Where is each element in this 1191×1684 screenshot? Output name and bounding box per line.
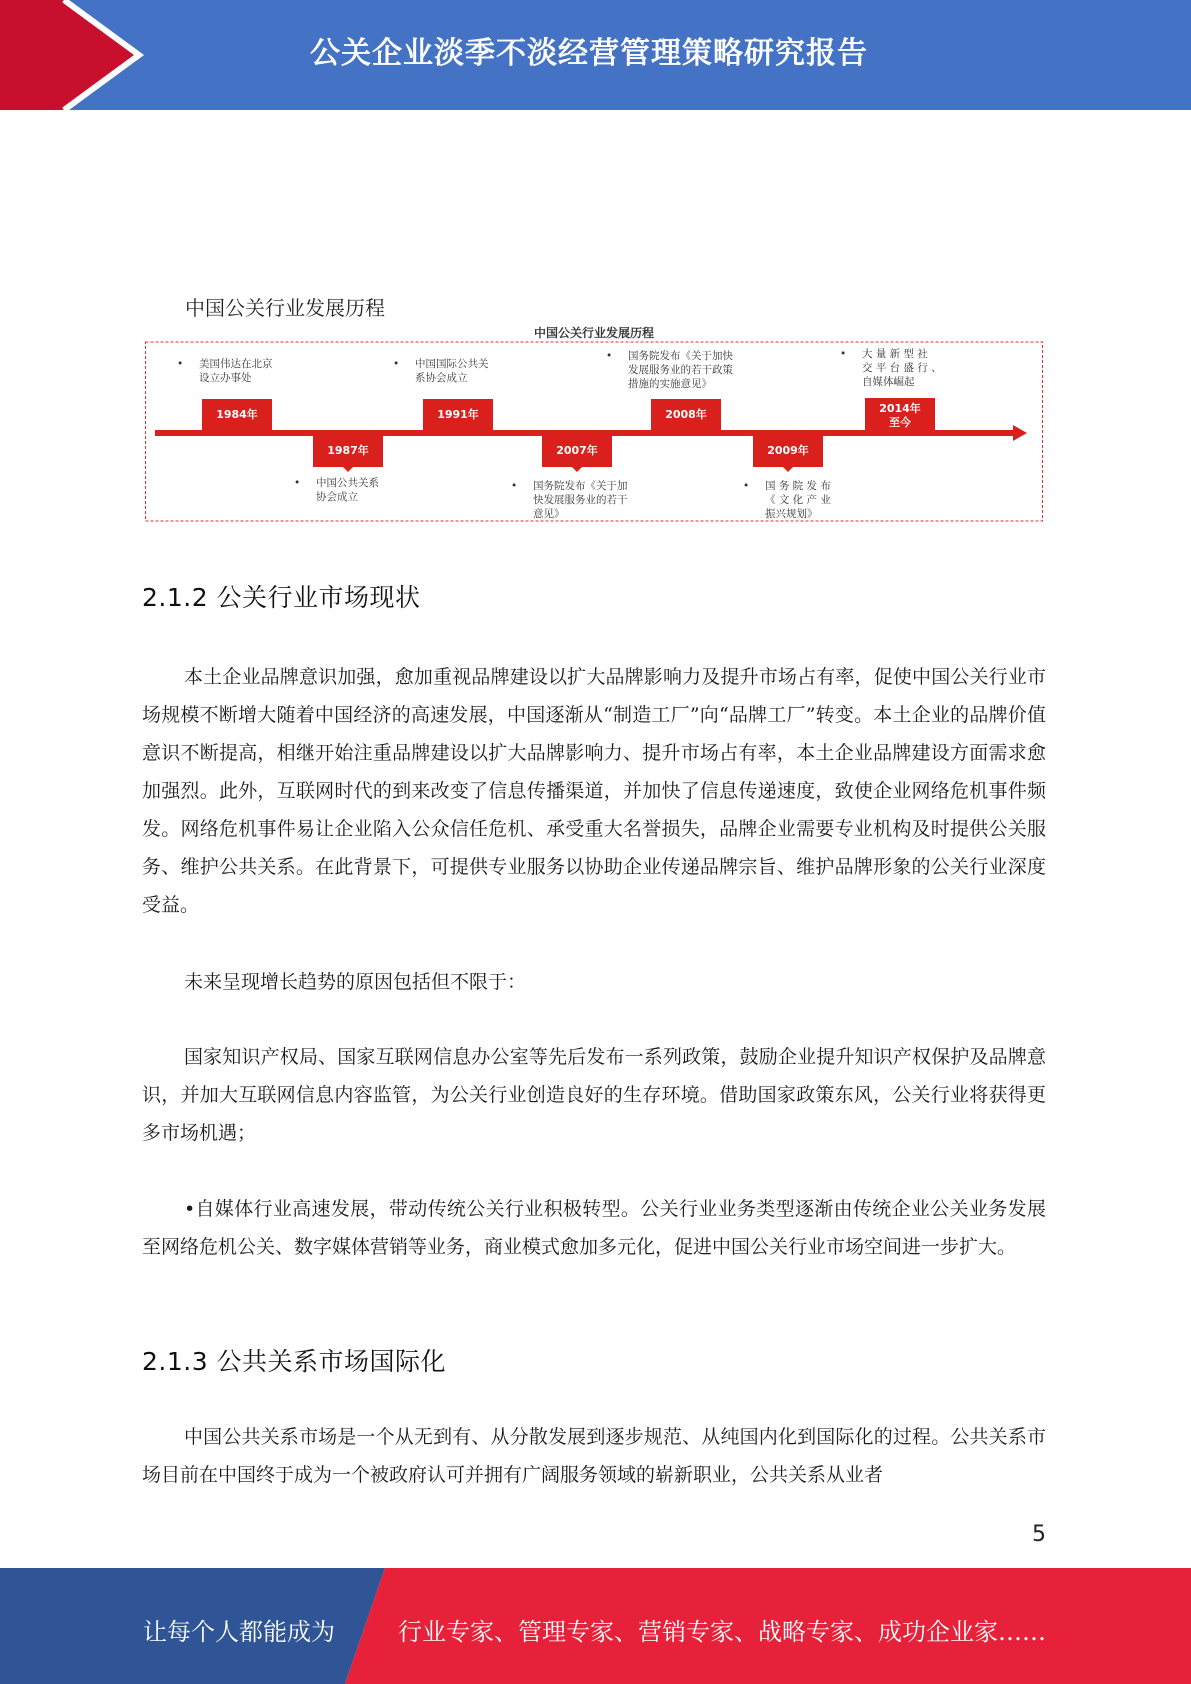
note-line: • 国 务 院 发 布 [765,480,831,492]
year-2008: 2008年 [651,399,721,431]
timeline-note-1991 [415,357,489,385]
section-heading-2-1-3: 2.1.3 公共关系市场国际化 [142,1347,447,1376]
figure-caption: 中国公关行业发展历程 [185,296,385,320]
timeline-arrowhead [1013,425,1027,441]
note-line: 协会成立 [316,491,358,503]
timeline-title: 中国公关行业发展历程 [533,326,654,340]
timeline-figure [145,328,1043,522]
page-footer [0,1568,1191,1684]
footer-slogan-left: 让每个人都能成为 [143,1618,335,1646]
note-line: 自媒体崛起 [862,376,915,388]
note-line: • 美国伟达在北京 [199,358,273,370]
timeline-note-2014 [862,347,942,389]
note-line: 系协会成立 [415,372,468,384]
note-line: 振兴规划》 [765,508,818,520]
page-header [0,0,1191,110]
timeline-note-2009 [765,479,831,521]
year-1984: 1984年 [202,399,272,431]
timeline-note-2007 [533,479,628,521]
note-line: 发展服务业的若干政策 [628,364,733,376]
page-number: 5 [1032,1522,1046,1547]
section-212-paragraph-4: •自媒体行业高速发展，带动传统公关行业积极转型。公关行业业务类型逐渐由传统企业公关业务发展至网络危机公关、数字媒体营销等业务，商业模式愈加多元化，促进中国公关行业市场空间进一步扩大。 [142,1198,1046,1258]
note-line: • 国务院发布《关于加 [533,480,628,492]
note-line: • 国务院发布《关于加快 [628,350,733,362]
footer-slogan-right: 行业专家、管理专家、营销专家、战略专家、成功企业家…… [398,1618,1046,1646]
section-212-paragraph-3: 国家知识产权局、国家互联网信息办公室等先后发布一系列政策，鼓励企业提升知识产权保护及品牌意识，并加大互联网信息内容监管，为公关行业创造良好的生存环境。借助国家政策东风，公关行业将获得更多市场机遇； [142,1046,1046,1144]
section-213-paragraph-1: 中国公共关系市场是一个从无到有、从分散发展到逐步规范、从纯国内化到国际化的过程。公共关系市场目前在中国终于成为一个被政府认可并拥有广阔服务领域的崭新职业，公共关系从业者 [142,1426,1046,1486]
note-line: 快发展服务业的若干 [533,494,628,506]
year-2009: 2009年 [753,435,823,467]
year-label: 2014年 [879,402,921,415]
note-line: 交 平 台 盛 行 、 [862,362,942,374]
year-label: 至今 [889,416,911,429]
note-line: • 中国公共关系 [316,477,379,489]
year-1987: 1987年 [313,435,383,467]
note-line: 设立办事处 [199,372,252,384]
year-1991: 1991年 [423,399,493,431]
timeline-note-1984 [199,357,273,385]
section-212-paragraph-2: 未来呈现增长趋势的原因包括但不限于： [184,971,527,993]
timeline-note-2008 [628,349,733,391]
year-2007: 2007年 [542,435,612,467]
note-line: • 大 量 新 型 社 [862,348,928,360]
report-title: 公关企业淡季不淡经营管理策略研究报告 [310,36,868,71]
timeline-note-1987 [316,476,379,504]
section-212-paragraph-1: 本土企业品牌意识加强，愈加重视品牌建设以扩大品牌影响力及提升市场占有率，促使中国公关行业市场规模不断增大随着中国经济的高速发展，中国逐渐从“制造工厂”向“品牌工厂”转变。本土企业的品牌价值意识不断提高，相继开始注重品牌建设以扩大品牌影响力、提升市场占有率，本土企业品牌建设方面需求愈加强烈。此外，互联网时代的到来改变了信息传播渠道，并加快了信息传递速度，致使企业网络危机事件频发。网络危机事件易让企业陷入公众信任危机、承受重大名誉损失，品牌企业需要专业机构及时提供公关服务、维护公共关系。在此背景下，可提供专业服务以协助企业传递品牌宗旨、维护品牌形象的公关行业深度受益。 [142,666,1046,916]
note-line: 《 文 化 产 业 [765,494,831,506]
note-line: 措施的实施意见》 [628,378,712,390]
note-line: • 中国国际公共关 [415,358,489,370]
year-2014-present [865,398,935,434]
note-line: 意见》 [533,508,565,520]
section-heading-2-1-2: 2.1.2 公关行业市场现状 [142,583,421,612]
header-chevron-decoration [0,0,160,110]
